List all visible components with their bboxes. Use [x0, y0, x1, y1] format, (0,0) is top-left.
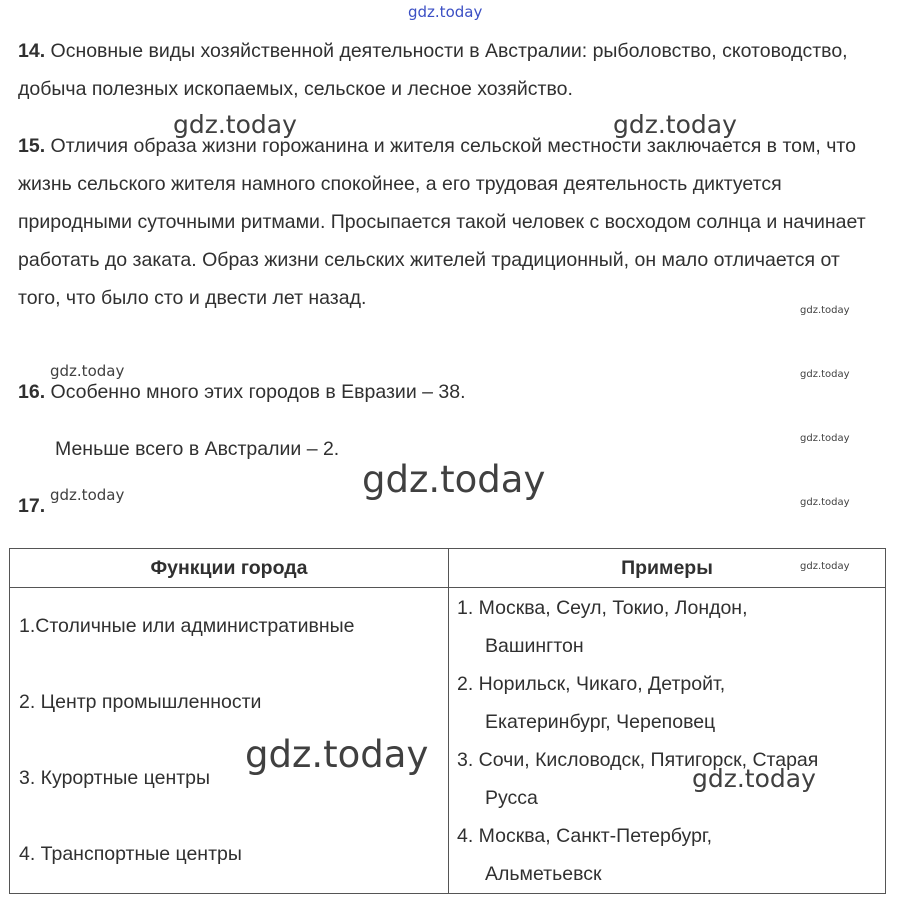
- answer-text: Особенно много этих городов в Евразии – 38.: [45, 381, 466, 403]
- example-item: [457, 741, 885, 817]
- watermark: gdz.today: [173, 110, 297, 139]
- example-continuation: Русса: [485, 786, 538, 809]
- watermark: gdz.today: [50, 362, 125, 380]
- answer-17: [18, 487, 880, 525]
- answer-15: [18, 127, 880, 317]
- watermark: gdz.today: [692, 764, 816, 793]
- watermark-large: gdz.today: [362, 458, 546, 501]
- functions-cell: [10, 588, 449, 894]
- answer-number: 17.: [18, 495, 46, 517]
- example-item: [457, 589, 885, 665]
- table-row: [10, 588, 886, 894]
- watermark-small: gdz.today: [800, 561, 850, 572]
- answer-number: 16.: [18, 381, 46, 403]
- table-header-row: [10, 549, 886, 588]
- answer-16-line2: [55, 430, 897, 468]
- answer-text: Отличия образа жизни горожанина и жителя сельской местности заключается в том, что жизнь сельского жителя намного спокойнее, а его трудовая деятельность диктуется природными суточными ритмами. Просыпается такой человек с восходом солнца и начинает работать до заката. Образ жизни сельских жителей традиционный, он мало отличается от того, что было сто и двести лет назад.: [18, 135, 866, 309]
- function-item: 1.Столичные или административные: [19, 614, 355, 637]
- function-item: 3. Курортные центры: [19, 767, 211, 790]
- watermark-small: gdz.today: [800, 497, 850, 508]
- examples-cell: [449, 588, 886, 894]
- example-first-line: 4. Москва, Санкт-Петербург,: [457, 824, 713, 847]
- answer-text: Основные виды хозяйственной деятельности в Австралии: рыболовство, скотоводство, добыча полезных ископаемых, сельское и лесное хозяйство.: [18, 40, 848, 100]
- watermark-large: gdz.today: [245, 733, 429, 776]
- answer-16: [18, 373, 880, 411]
- watermark-small: gdz.today: [800, 305, 850, 316]
- answer-number: 15.: [18, 135, 46, 157]
- watermark-small: gdz.today: [800, 433, 850, 444]
- example-first-line: 2. Норильск, Чикаго, Детройт,: [457, 672, 726, 695]
- answer-number: 14.: [18, 40, 46, 62]
- header-functions: Функции города: [10, 549, 449, 588]
- example-continuation: Вашингтон: [485, 634, 584, 657]
- example-first-line: 3. Сочи, Кисловодск, Пятигорск, Старая: [457, 748, 819, 771]
- example-item: [457, 665, 885, 741]
- city-functions-table: [9, 548, 886, 894]
- answer-14: [18, 32, 880, 108]
- answer-text: Меньше всего в Австралии – 2.: [55, 438, 340, 460]
- watermark-top: gdz.today: [408, 3, 483, 21]
- watermark: gdz.today: [613, 110, 737, 139]
- example-continuation: Екатеринбург, Череповец: [485, 710, 716, 733]
- function-item: 4. Транспортные центры: [19, 843, 242, 866]
- header-examples: Примеры: [449, 549, 886, 588]
- example-first-line: 1. Москва, Сеул, Токио, Лондон,: [457, 596, 748, 619]
- watermark: gdz.today: [50, 486, 125, 504]
- watermark-small: gdz.today: [800, 369, 850, 380]
- example-item: [457, 817, 885, 893]
- example-continuation: Альметьевск: [485, 862, 602, 885]
- function-item: 2. Центр промышленности: [19, 690, 262, 713]
